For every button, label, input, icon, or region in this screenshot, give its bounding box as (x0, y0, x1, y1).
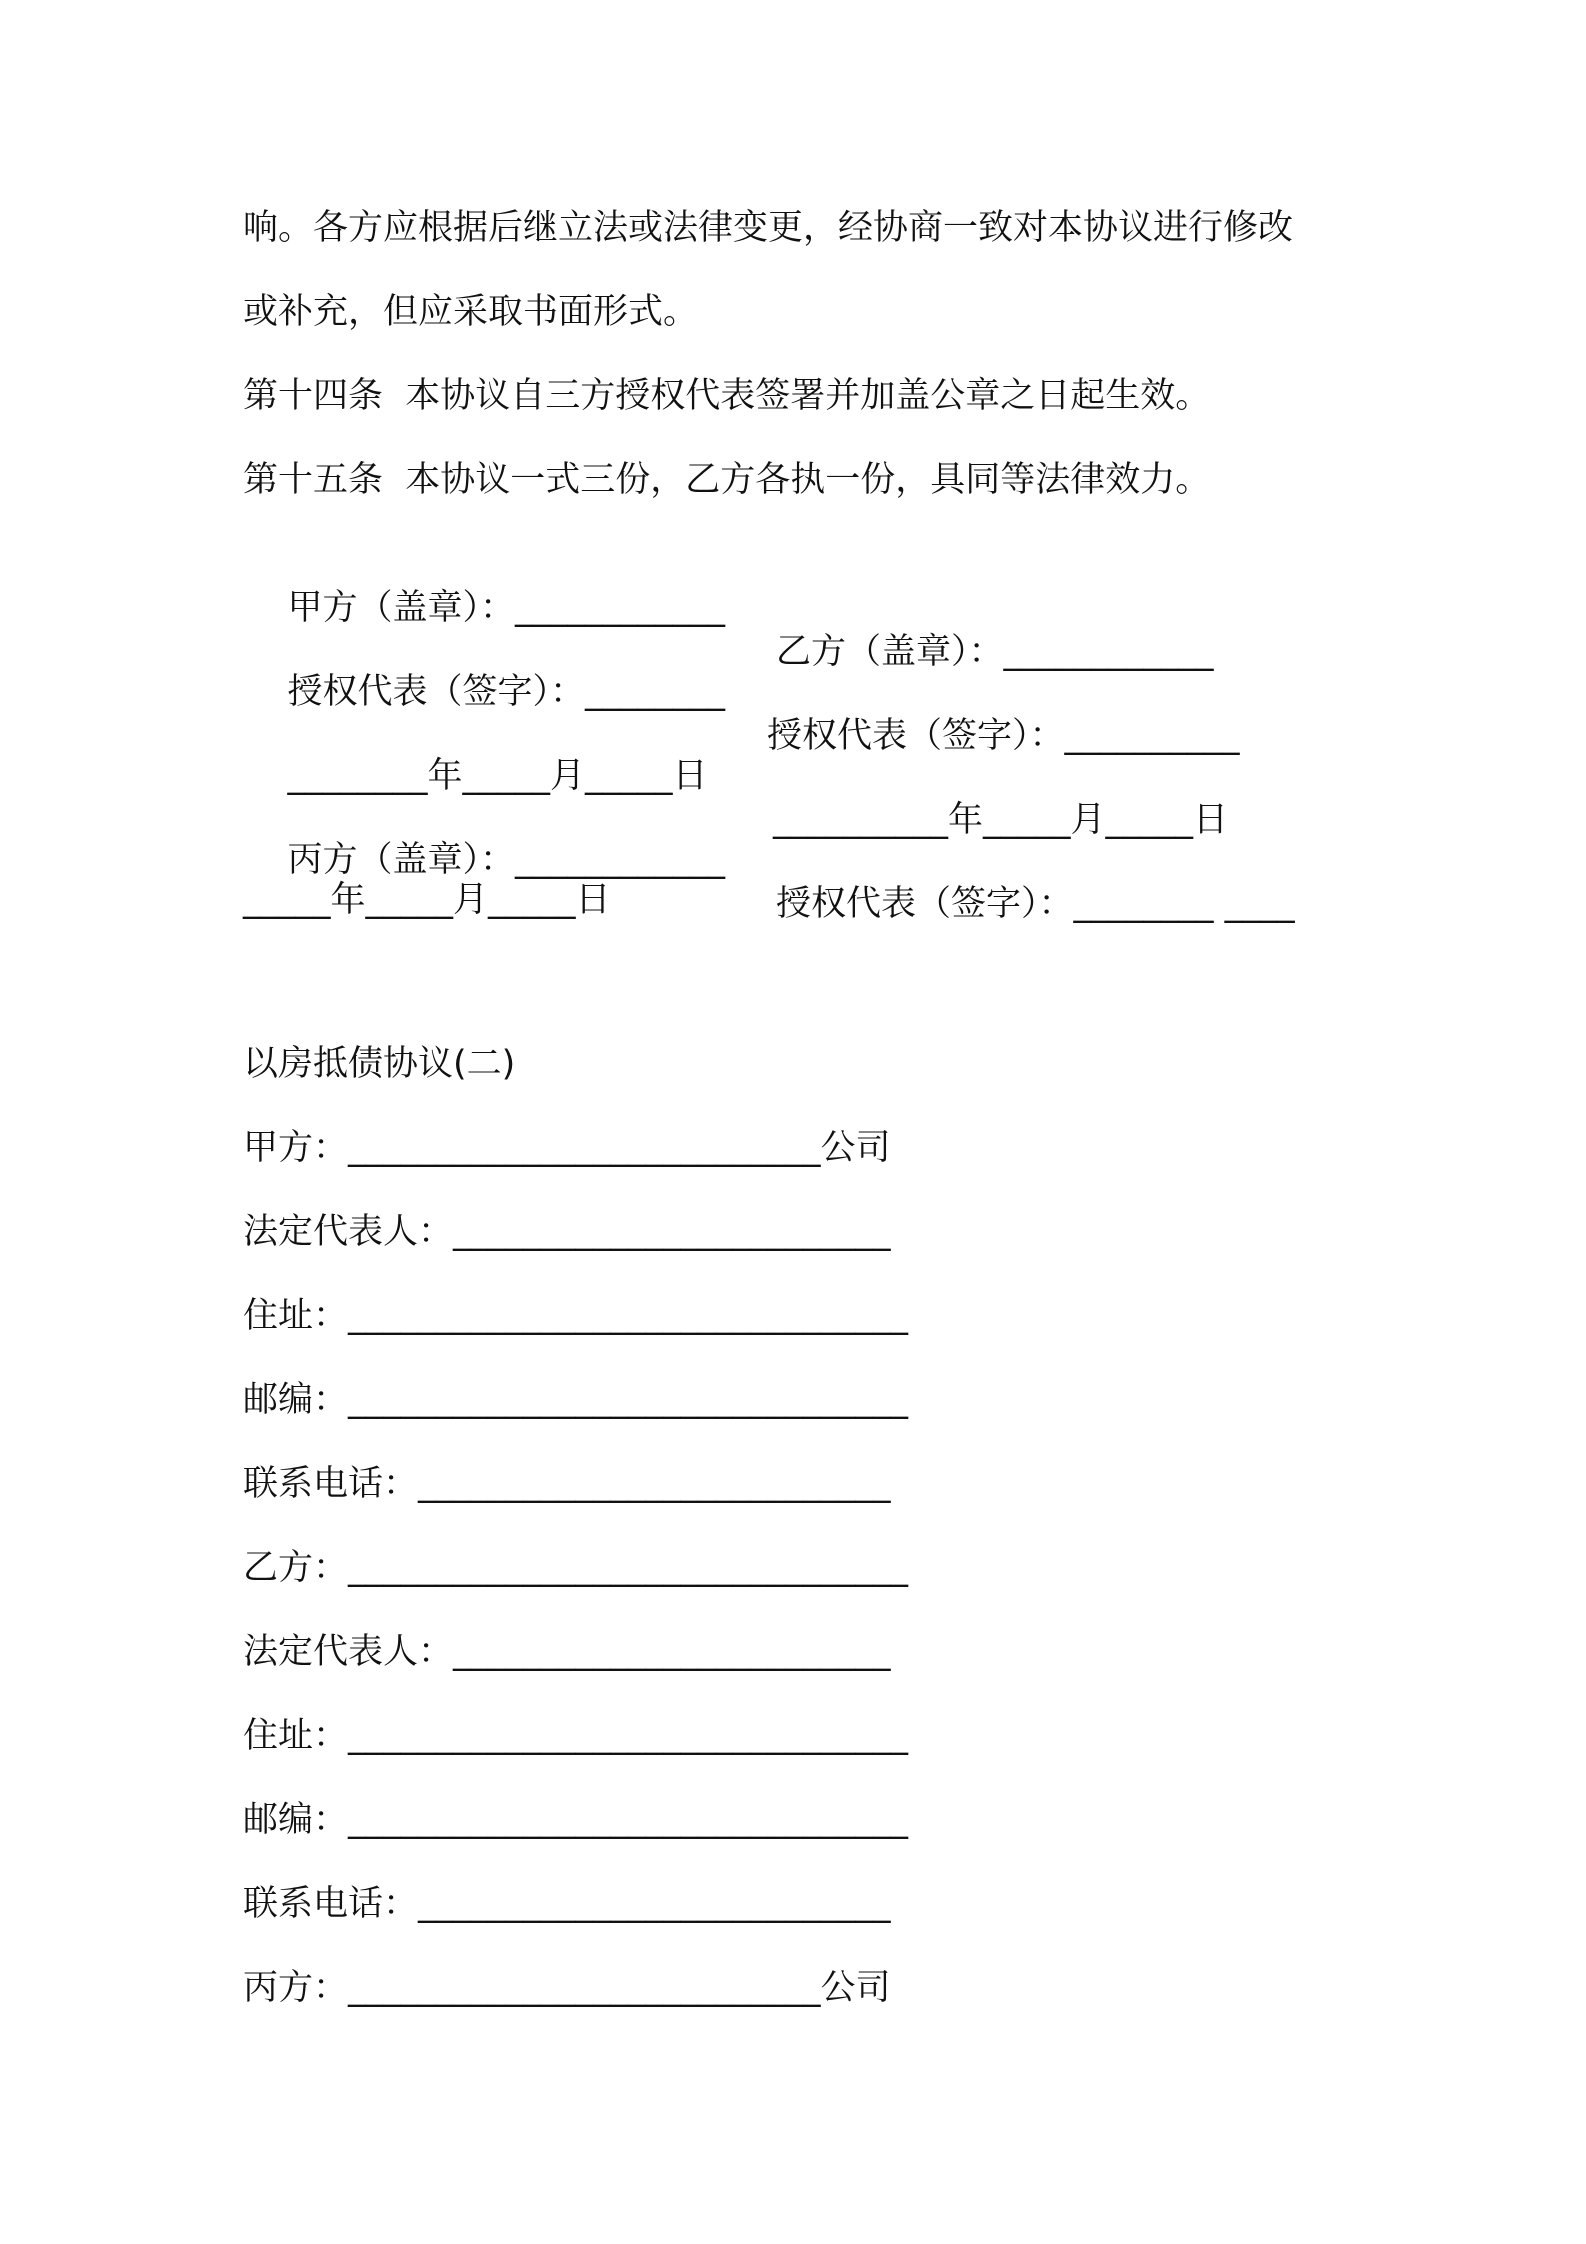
party-c-date-line: _____年_____月_____日 (243, 880, 611, 920)
agreement2-party-a-legal-rep-line: 法定代表人：_________________________ (243, 1212, 891, 1252)
agreement2-party-b-postcode-line: 邮编：________________________________ (243, 1800, 909, 1840)
agreement2-party-a-address-line: 住址：________________________________ (243, 1296, 909, 1336)
party-c-seal-line: 丙方（盖章）：____________ (287, 840, 726, 880)
agreement2-party-b-line: 乙方：________________________________ (243, 1548, 909, 1588)
party-a-rep-line: 授权代表（签字）：________ (287, 672, 726, 712)
agreement2-party-b-address-line: 住址：________________________________ (243, 1716, 909, 1756)
party-b-date-line: __________年_____月_____日 (773, 800, 1229, 840)
party-b-rep-line: 授权代表（签字）：__________ (767, 716, 1240, 756)
paragraph-continuation-line-2: 或补充，但应采取书面形式。 (243, 292, 699, 332)
agreement2-party-b-phone-line: 联系电话：___________________________ (243, 1884, 891, 1924)
party-a-date-line: ________年_____月_____日 (287, 756, 708, 796)
agreement2-party-c-line: 丙方：___________________________公司 (243, 1968, 891, 2008)
party-a-seal-line: 甲方（盖章）：____________ (287, 588, 726, 628)
agreement2-party-b-legal-rep-line: 法定代表人：_________________________ (243, 1632, 891, 1672)
agreement2-title: 以房抵债协议(二) (243, 1044, 516, 1084)
party-c-rep-line: 授权代表（签字）：________ ____ (776, 884, 1295, 924)
article-15: 第十五条 本协议一式三份，乙方各执一份，具同等法律效力。 (243, 460, 1211, 500)
agreement2-party-a-phone-line: 联系电话：___________________________ (243, 1464, 891, 1504)
party-b-seal-line: 乙方（盖章）：____________ (776, 632, 1214, 672)
paragraph-continuation-line-1: 响。各方应根据后继立法或法律变更，经协商一致对本协议进行修改 (243, 208, 1294, 248)
article-14: 第十四条 本协议自三方授权代表签署并加盖公章之日起生效。 (243, 376, 1211, 416)
agreement2-party-a-postcode-line: 邮编：________________________________ (243, 1380, 909, 1420)
agreement2-party-a-line: 甲方：___________________________公司 (243, 1128, 891, 1168)
